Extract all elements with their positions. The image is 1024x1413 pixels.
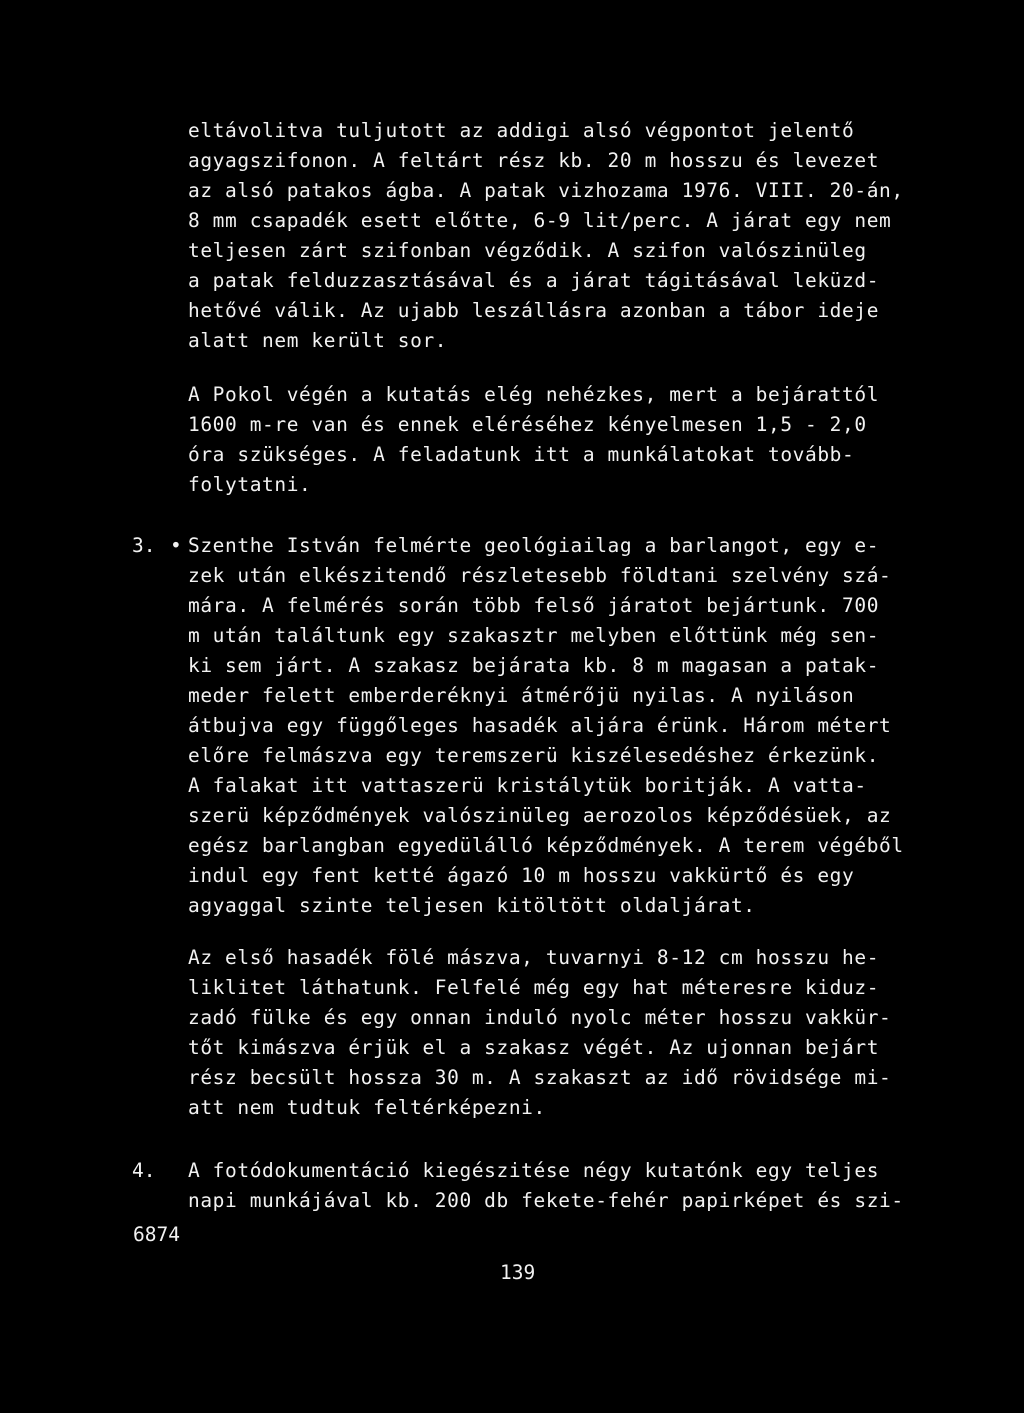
text-line: tőt kimászva érjük el a szakasz végét. Az ujonnan bejárt — [188, 1036, 880, 1059]
text-line: indul egy fent ketté ágazó 10 m hosszu vakkürtő és egy — [188, 864, 855, 887]
text-line: 1600 m-re van és ennek eléréséhez kényelmesen 1,5 - 2,0 — [188, 413, 867, 436]
text-line: napi munkájával kb. 200 db fekete-fehér papirképet és szi- — [188, 1189, 904, 1212]
text-line: att nem tudtuk feltérképezni. — [188, 1096, 546, 1119]
item-number: 3. — [132, 534, 156, 557]
text-line: agyagszifonon. A feltárt rész kb. 20 m hosszu és levezet — [188, 149, 880, 172]
text-line: agyaggal szinte teljesen kitöltött oldaljárat. — [188, 894, 756, 917]
text-line: liklitet láthatunk. Felfelé még egy hat méteresre kiduz- — [188, 976, 880, 999]
text-line: teljesen zárt szifonban végződik. A szifon valószinüleg — [188, 239, 867, 262]
text-line: ki sem járt. A szakasz bejárata kb. 8 m magasan a patak- — [188, 654, 880, 677]
text-line: óra szükséges. A feladatunk itt a munkálatokat tovább- — [188, 443, 855, 466]
text-line: mára. A felmérés során több felső járatot bejártunk. 700 — [188, 594, 880, 617]
text-line: az alsó patakos ágba. A patak vizhozama 1976. VIII. 20-án, — [188, 179, 904, 202]
text-line: m után találtunk egy szakasztr melyben előttünk még sen- — [188, 624, 880, 647]
catalog-number: 6874 — [133, 1223, 180, 1246]
text-line: előre felmászva egy teremszerü kiszélesedéshez érkezünk. — [188, 744, 880, 767]
item-number: 4. — [132, 1159, 156, 1182]
text-line: a patak felduzzasztásával és a járat tágitásával leküzd- — [188, 269, 880, 292]
text-line: folytatni. — [188, 473, 312, 496]
text-line: átbujva egy függőleges hasadék aljára érünk. Három métert — [188, 714, 892, 737]
page-number: 139 — [500, 1261, 536, 1284]
text-line: eltávolitva tuljutott az addigi alsó végpontot jelentő — [188, 119, 855, 142]
text-line: 8 mm csapadék esett előtte, 6-9 lit/perc. A járat egy nem — [188, 209, 892, 232]
text-line: rész becsült hossza 30 m. A szakaszt az idő rövidsége mi- — [188, 1066, 892, 1089]
text-line: A falakat itt vattaszerü kristálytük boritják. A vatta- — [188, 774, 867, 797]
text-line: meder felett emberderéknyi átmérőjü nyilas. A nyiláson — [188, 684, 855, 707]
text-line: zek után elkészitendő részletesebb földtani szelvény szá- — [188, 564, 892, 587]
text-line: A fotódokumentáció kiegészitése négy kutatónk egy teljes — [188, 1159, 880, 1182]
text-line: zadó fülke és egy onnan induló nyolc méter hosszu vakkür- — [188, 1006, 892, 1029]
text-line: A Pokol végén a kutatás elég nehézkes, mert a bejárattól — [188, 383, 880, 406]
text-line: Szenthe István felmérte geológiailag a barlangot, egy e- — [188, 534, 880, 557]
text-line: egész barlangban egyedülálló képződmények. A terem végéből — [188, 834, 904, 857]
text-line: Az első hasadék fölé mászva, tuvarnyi 8-12 cm hosszu he- — [188, 946, 880, 969]
text-line: alatt nem került sor. — [188, 329, 448, 352]
text-line: hetővé válik. Az ujabb leszállásra azonban a tábor ideje — [188, 299, 880, 322]
bullet-mark: • — [170, 534, 182, 557]
text-line: szerü képződmények valószinüleg aerozolos képződésüek, az — [188, 804, 892, 827]
